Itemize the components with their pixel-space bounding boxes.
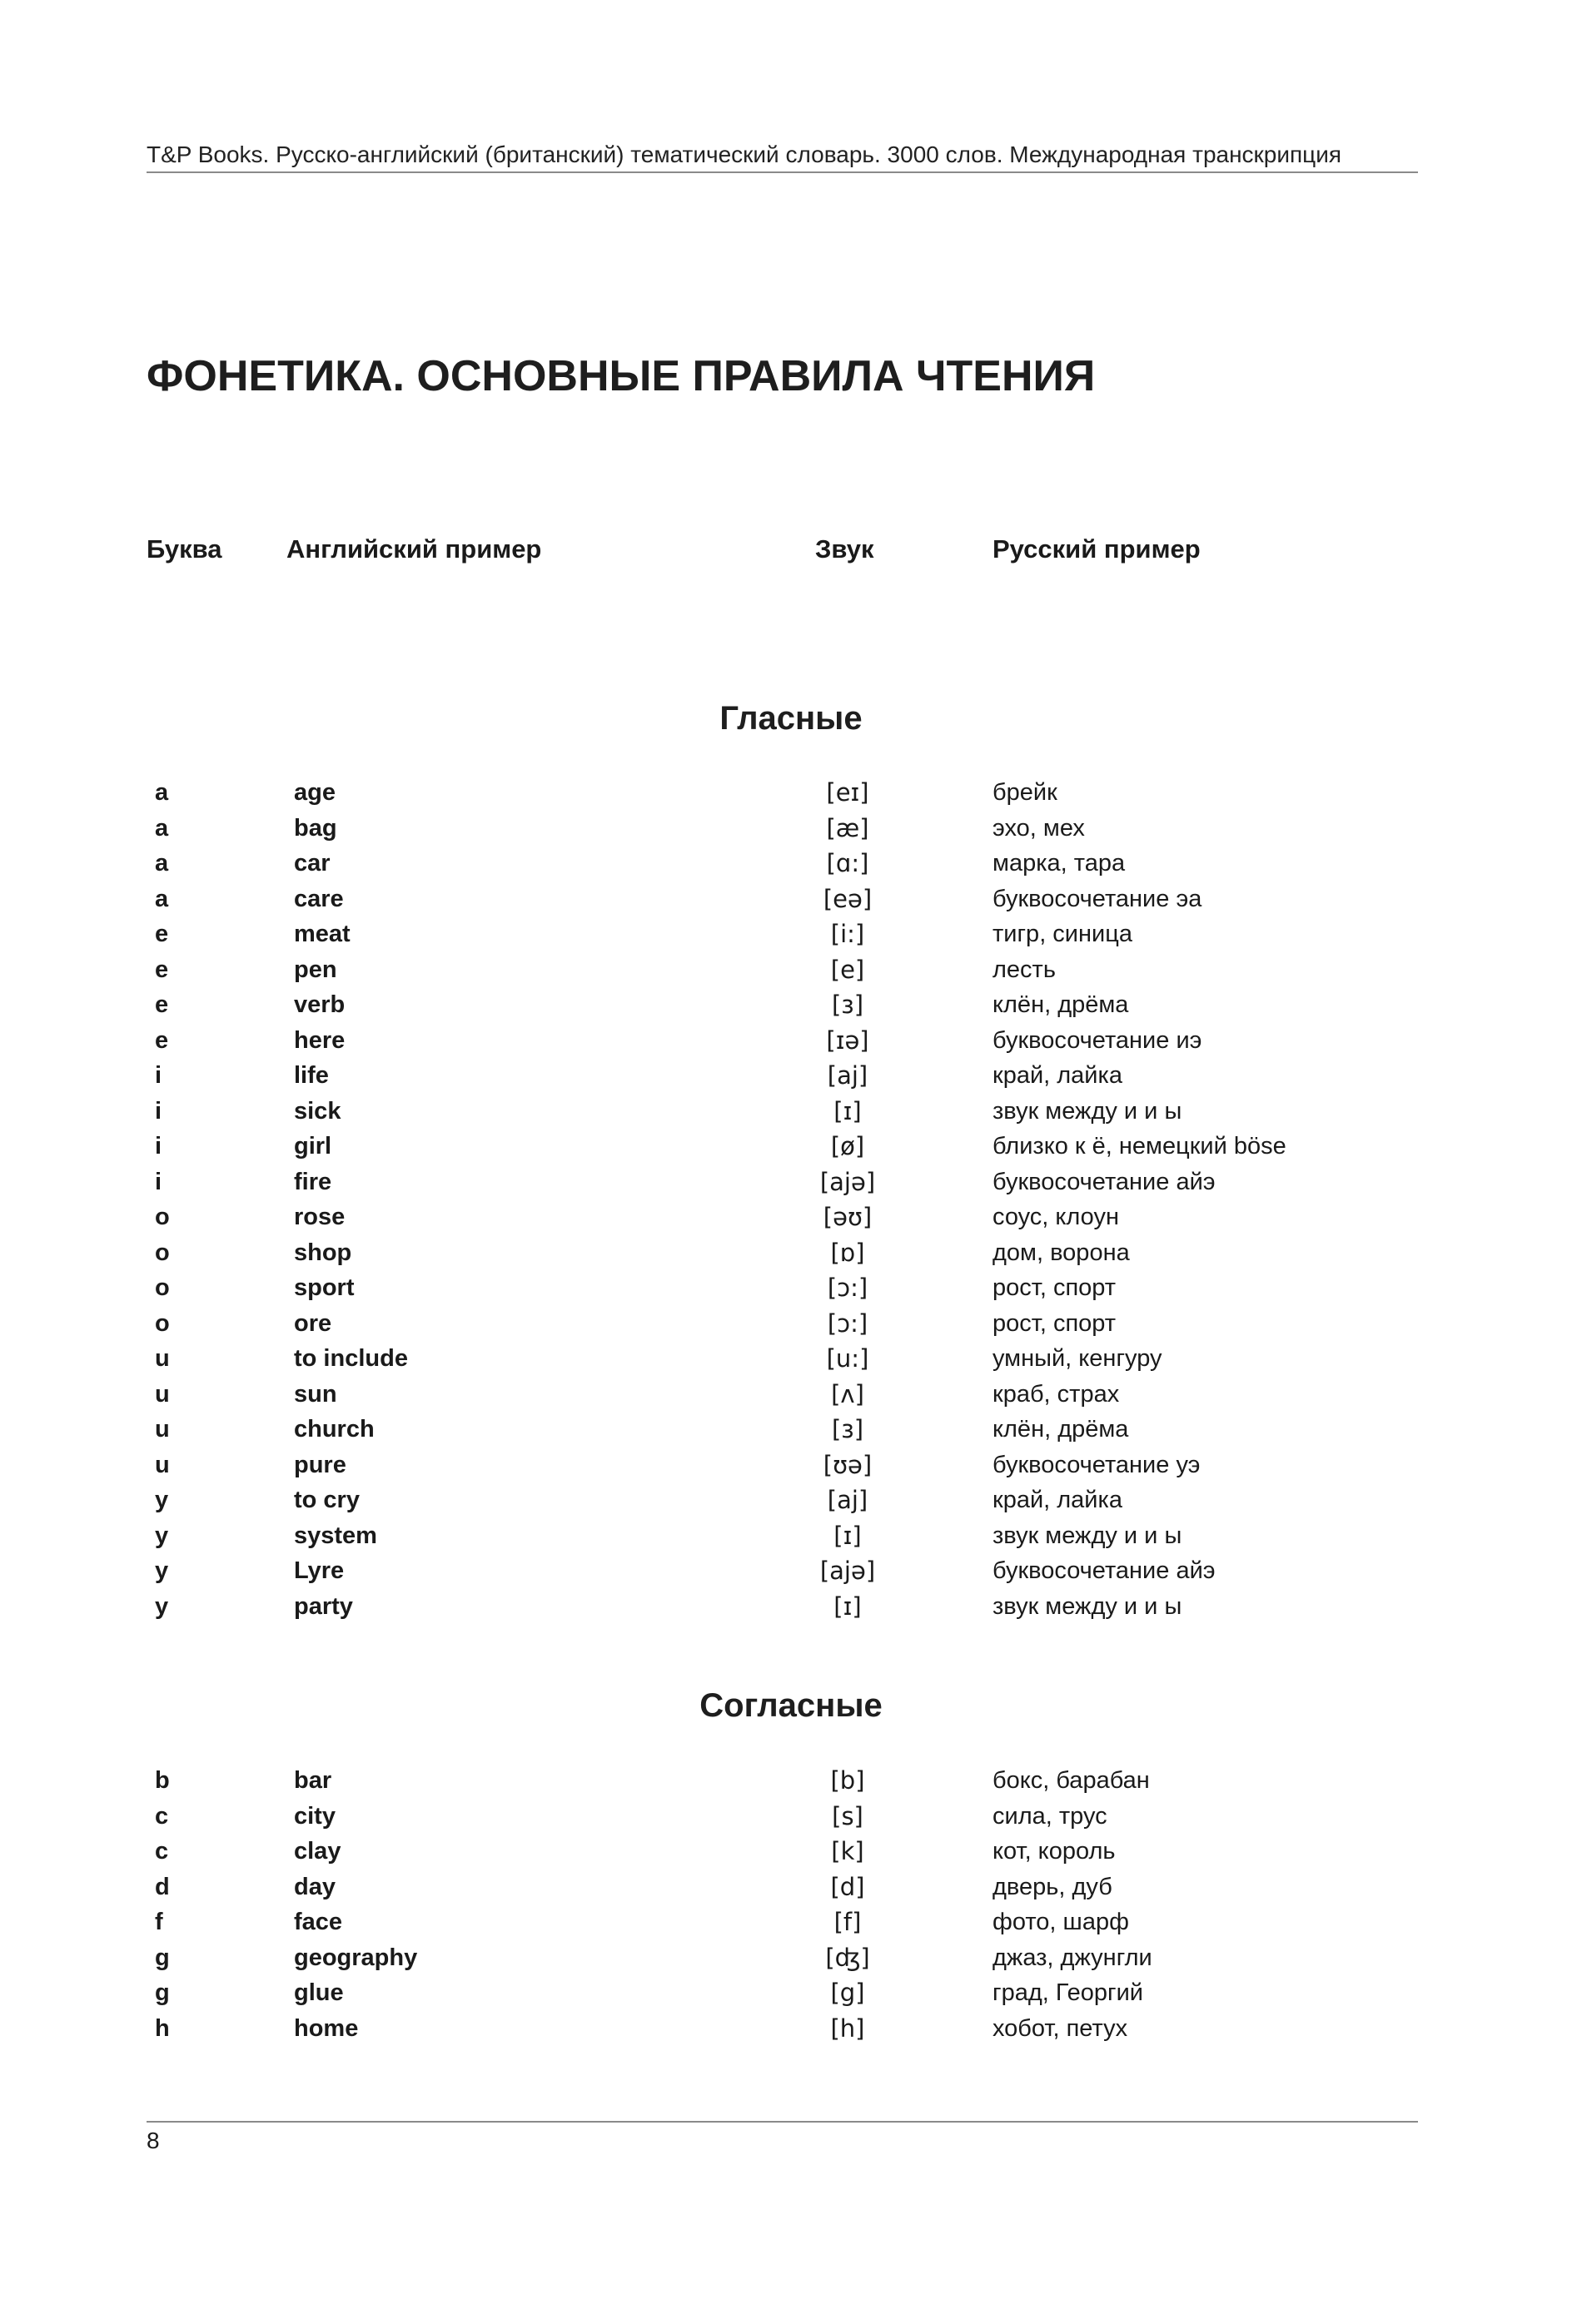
- english-example-cell: car: [294, 850, 331, 876]
- table-row: [0, 1976, 1582, 2012]
- table-row: [0, 1941, 1582, 1977]
- english-example-cell: age: [294, 779, 336, 806]
- sound-transcription-cell: [aj]: [827, 1486, 868, 1514]
- english-example-cell: here: [294, 1026, 346, 1054]
- english-example-cell: to cry: [294, 1487, 360, 1513]
- letter-cell: g: [155, 1944, 170, 1971]
- letter-cell: o: [155, 1204, 170, 1230]
- english-example-cell: system: [294, 1522, 377, 1549]
- russian-example-cell: клён, дрёма: [992, 1416, 1129, 1443]
- table-row: [0, 1130, 1582, 1165]
- letter-cell: i: [155, 1097, 162, 1125]
- russian-example-cell: звук между и и ы: [992, 1097, 1182, 1125]
- russian-example-cell: джаз, джунгли: [992, 1944, 1152, 1971]
- letter-cell: i: [155, 1062, 162, 1089]
- sound-transcription-cell: [eə]: [823, 884, 873, 913]
- letter-cell: e: [155, 991, 169, 1018]
- column-header-english: Английский пример: [286, 534, 542, 564]
- letter-cell: c: [155, 1802, 169, 1830]
- english-example-cell: pen: [294, 956, 337, 983]
- english-example-cell: home: [294, 2014, 359, 2042]
- letter-cell: u: [155, 1345, 170, 1372]
- english-example-cell: bar: [294, 1767, 332, 1794]
- russian-example-cell: близко к ё, немецкий böse: [992, 1133, 1286, 1160]
- letter-cell: e: [155, 1026, 169, 1054]
- sound-transcription-cell: [ø]: [830, 1132, 865, 1160]
- letter-cell: a: [155, 814, 169, 842]
- sound-transcription-cell: [ɪ]: [833, 1592, 862, 1621]
- russian-example-cell: край, лайка: [992, 1062, 1122, 1089]
- table-row: [0, 1342, 1582, 1378]
- letter-cell: u: [155, 1380, 170, 1408]
- letter-cell: b: [155, 1767, 170, 1794]
- table-row: [0, 1165, 1582, 1201]
- letter-cell: a: [155, 779, 169, 806]
- page-title: ФОНЕТИКА. ОСНОВНЫЕ ПРАВИЛА ЧТЕНИЯ: [147, 352, 1096, 400]
- russian-example-cell: град, Георгий: [992, 1979, 1143, 2006]
- sound-transcription-cell: [u:]: [826, 1344, 869, 1373]
- english-example-cell: life: [294, 1062, 329, 1089]
- sound-transcription-cell: [h]: [830, 2014, 865, 2043]
- table-row: [0, 1448, 1582, 1484]
- letter-cell: d: [155, 1873, 170, 1900]
- sound-transcription-cell: [b]: [830, 1766, 865, 1795]
- english-example-cell: pure: [294, 1451, 346, 1478]
- russian-example-cell: бокс, барабан: [992, 1767, 1150, 1794]
- letter-cell: o: [155, 1274, 170, 1301]
- russian-example-cell: буквосочетание айэ: [992, 1557, 1216, 1584]
- table-row: [0, 953, 1582, 989]
- running-header: T&P Books. Русско-английский (британский) тематический словарь. 3000 слов. Международная транскрипция: [147, 142, 1342, 167]
- russian-example-cell: звук между и и ы: [992, 1592, 1182, 1620]
- table-row: [0, 1059, 1582, 1095]
- table-row: [0, 1800, 1582, 1835]
- russian-example-cell: край, лайка: [992, 1487, 1122, 1513]
- russian-example-cell: брейк: [992, 779, 1057, 806]
- english-example-cell: sun: [294, 1380, 337, 1408]
- letter-cell: c: [155, 1838, 169, 1865]
- russian-example-cell: фото, шарф: [992, 1909, 1129, 1935]
- russian-example-cell: буквосочетание иэ: [992, 1026, 1202, 1054]
- letter-cell: a: [155, 885, 169, 912]
- russian-example-cell: рост, спорт: [992, 1309, 1117, 1337]
- english-example-cell: day: [294, 1873, 336, 1900]
- table-row: [0, 1519, 1582, 1555]
- table-row: [0, 1200, 1582, 1236]
- sound-transcription-cell: [aj]: [827, 1061, 868, 1090]
- english-example-cell: party: [294, 1592, 353, 1620]
- table-row: [0, 1554, 1582, 1590]
- sound-transcription-cell: [æ]: [826, 813, 869, 842]
- table-row: [0, 917, 1582, 953]
- sound-transcription-cell: [eɪ]: [826, 778, 869, 807]
- sound-transcription-cell: [d]: [830, 1872, 865, 1901]
- english-example-cell: to include: [294, 1345, 408, 1372]
- english-example-cell: shop: [294, 1239, 352, 1266]
- sound-transcription-cell: [f]: [833, 1908, 862, 1936]
- sound-transcription-cell: [ɔ:]: [827, 1274, 868, 1302]
- letter-cell: y: [155, 1522, 169, 1549]
- letter-cell: f: [155, 1909, 163, 1935]
- letter-cell: e: [155, 921, 169, 947]
- header-divider: [147, 171, 1418, 173]
- letter-cell: h: [155, 2014, 170, 2042]
- english-example-cell: glue: [294, 1979, 344, 2006]
- table-row: [0, 1413, 1582, 1448]
- column-header-sound: Звук: [815, 534, 874, 564]
- letter-cell: u: [155, 1451, 170, 1478]
- letter-cell: u: [155, 1416, 170, 1443]
- sound-transcription-cell: [əʊ]: [823, 1203, 873, 1231]
- consonants-table: [0, 1764, 1582, 2047]
- russian-example-cell: лесть: [992, 956, 1056, 983]
- russian-example-cell: звук между и и ы: [992, 1522, 1182, 1549]
- english-example-cell: verb: [294, 991, 346, 1018]
- sound-transcription-cell: [ɪ]: [833, 1096, 862, 1125]
- page-number: 8: [147, 2128, 160, 2153]
- table-row: [0, 1905, 1582, 1941]
- table-row: [0, 1271, 1582, 1307]
- english-example-cell: geography: [294, 1944, 418, 1971]
- russian-example-cell: буквосочетание уэ: [992, 1451, 1201, 1478]
- sound-transcription-cell: [ʌ]: [831, 1379, 864, 1408]
- table-row: [0, 2012, 1582, 2048]
- letter-cell: y: [155, 1557, 169, 1584]
- english-example-cell: meat: [294, 921, 351, 947]
- english-example-cell: church: [294, 1416, 375, 1443]
- russian-example-cell: марка, тара: [992, 850, 1126, 876]
- table-row: [0, 988, 1582, 1024]
- letter-cell: e: [155, 956, 169, 983]
- table-row: [0, 812, 1582, 847]
- table-row: [0, 1590, 1582, 1626]
- russian-example-cell: умный, кенгуру: [992, 1345, 1162, 1372]
- english-example-cell: ore: [294, 1309, 332, 1337]
- sound-transcription-cell: [g]: [830, 1979, 865, 2007]
- russian-example-cell: дом, ворона: [992, 1239, 1130, 1266]
- sound-transcription-cell: [ɪə]: [826, 1025, 869, 1055]
- consonants-section-title: Согласные: [699, 1687, 883, 1724]
- table-row: [0, 1236, 1582, 1272]
- sound-transcription-cell: [ɪ]: [833, 1521, 862, 1550]
- russian-example-cell: эхо, мех: [992, 814, 1085, 842]
- english-example-cell: face: [294, 1909, 343, 1935]
- sound-transcription-cell: [ajə]: [819, 1557, 876, 1585]
- sound-transcription-cell: [ʊə]: [823, 1450, 873, 1479]
- sound-transcription-cell: [s]: [832, 1801, 863, 1830]
- letter-cell: g: [155, 1979, 170, 2006]
- sound-transcription-cell: [e]: [830, 955, 865, 984]
- russian-example-cell: буквосочетание эа: [992, 885, 1202, 912]
- russian-example-cell: дверь, дуб: [992, 1873, 1112, 1900]
- letter-cell: o: [155, 1309, 170, 1337]
- russian-example-cell: рост, спорт: [992, 1274, 1117, 1301]
- sound-transcription-cell: [ɔ:]: [827, 1308, 868, 1338]
- english-example-cell: rose: [294, 1204, 346, 1230]
- russian-example-cell: клён, дрёма: [992, 991, 1129, 1018]
- russian-example-cell: краб, страх: [992, 1380, 1120, 1408]
- russian-example-cell: тигр, синица: [992, 921, 1132, 947]
- table-row: [0, 1764, 1582, 1800]
- russian-example-cell: кот, король: [992, 1838, 1116, 1865]
- english-example-cell: city: [294, 1802, 336, 1830]
- letter-cell: y: [155, 1487, 169, 1513]
- sound-transcription-cell: [ajə]: [819, 1167, 876, 1196]
- english-example-cell: clay: [294, 1838, 341, 1865]
- english-example-cell: girl: [294, 1133, 332, 1160]
- english-example-cell: care: [294, 885, 344, 912]
- russian-example-cell: хобот, петух: [992, 2014, 1128, 2042]
- english-example-cell: bag: [294, 814, 337, 842]
- column-header-russian: Русский пример: [992, 534, 1201, 564]
- table-row: [0, 1307, 1582, 1343]
- table-row: [0, 1024, 1582, 1060]
- russian-example-cell: сила, трус: [992, 1802, 1107, 1830]
- letter-cell: a: [155, 850, 169, 876]
- letter-cell: o: [155, 1239, 170, 1266]
- vowels-section-title: Гласные: [719, 700, 863, 737]
- russian-example-cell: буквосочетание айэ: [992, 1168, 1216, 1195]
- english-example-cell: Lyre: [294, 1557, 345, 1584]
- english-example-cell: sick: [294, 1097, 341, 1125]
- sound-transcription-cell: [ɜ]: [831, 1415, 864, 1443]
- table-row: [0, 1870, 1582, 1906]
- table-row: [0, 776, 1582, 812]
- vowels-table: [0, 776, 1582, 1625]
- column-header-letter: Буква: [147, 534, 222, 564]
- footer-divider: [147, 2121, 1418, 2123]
- sound-transcription-cell: [k]: [831, 1837, 864, 1865]
- table-row: [0, 1095, 1582, 1130]
- english-example-cell: sport: [294, 1274, 355, 1301]
- table-row: [0, 1835, 1582, 1870]
- sound-transcription-cell: [i:]: [830, 920, 865, 948]
- letter-cell: y: [155, 1592, 169, 1620]
- letter-cell: i: [155, 1168, 162, 1195]
- english-example-cell: fire: [294, 1168, 332, 1195]
- letter-cell: i: [155, 1133, 162, 1160]
- table-row: [0, 1378, 1582, 1413]
- sound-transcription-cell: [ʤ]: [825, 1943, 870, 1972]
- table-row: [0, 847, 1582, 882]
- sound-transcription-cell: [ɑ:]: [826, 849, 869, 877]
- table-row: [0, 1483, 1582, 1519]
- sound-transcription-cell: [ɜ]: [831, 991, 864, 1019]
- russian-example-cell: соус, клоун: [992, 1204, 1119, 1230]
- table-row: [0, 882, 1582, 918]
- sound-transcription-cell: [ɒ]: [830, 1238, 865, 1267]
